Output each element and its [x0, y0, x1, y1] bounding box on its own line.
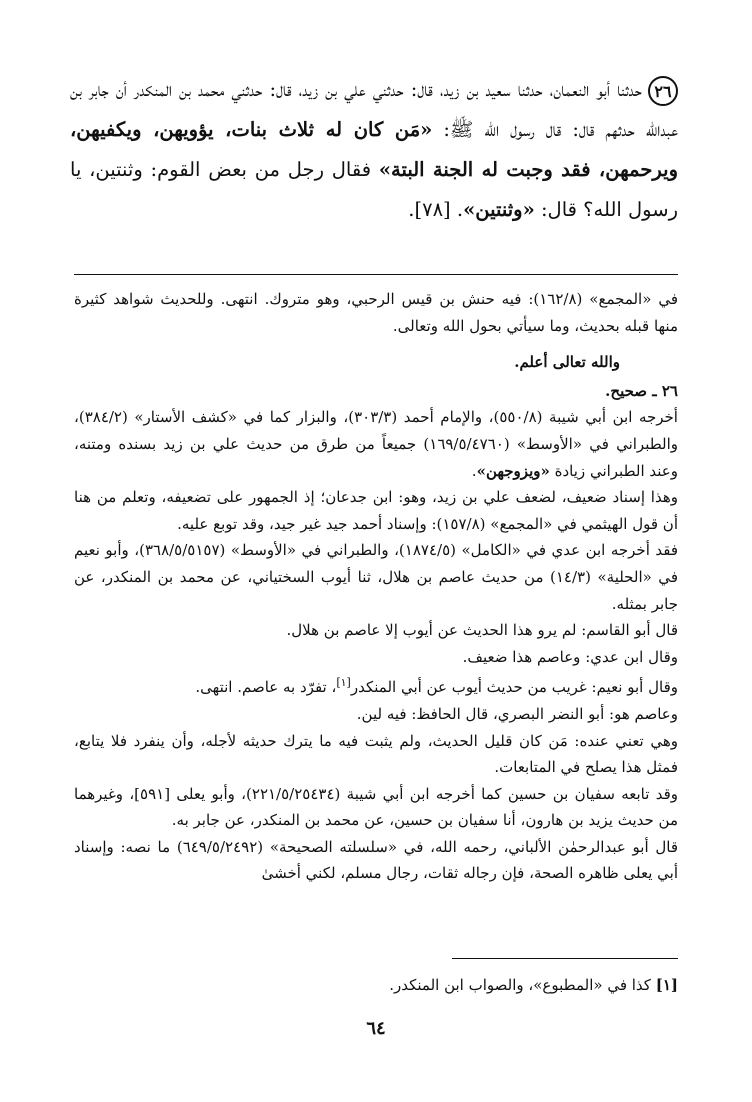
note-paragraph-6 [74, 670, 678, 701]
note-text: ، تفرّد به عاصم. انتهى. [195, 678, 337, 697]
note-closing: والله تعالى أعلم. [514, 353, 620, 372]
note-text: أخرجه ابن أبي شيبة (٥٥٠/٨)، والإمام أحمد (٣٠٣/٣)، والبزار كما في «كشف الأستار» (٣٨٤/٢)، والطبراني في «الأوسط» (١٦٩/٥/٤٧٦٠) جميعاً من طرق من حديث علي بن زيد بسنده ومتنه، وعند الطبراني زيادة [74, 408, 679, 480]
note-carryover: في «المجمع» (١٦٢/٨): فيه حنش بن قيس الرحبي، وهو متروك. انتهى. وللحديث شواهد كثيرة منها قبله بحديث، وما سيأتي بحول الله وتعالى. [74, 290, 678, 335]
note-bold-addition: «ويزوجهن» [476, 461, 550, 480]
prophet-quote: «مَن كان له ثلاث بنات، يؤويهن، ويكفيهن، ويرحمهن، فقد وجبت له الجنة البتة» [70, 118, 678, 181]
note-paragraph-9: وقد تابعه سفيان بن حسين كما أخرجه ابن أبي شيبة (٢٢١/٥/٢٥٤٣٤)، وأبو يعلى [٥٩١]، وغيرهما من حديث يزيد بن هارون، أنا سفيان بن حسين، عن محمد بن المنكدر، عن جابر به. [74, 784, 678, 830]
footnote-text: كذا في «المطبوع»، والصواب ابن المنكدر. [389, 976, 656, 994]
hadith-ref: . [٧٨]. [408, 198, 464, 221]
hadith-mid: فقال رجل من بعض القوم: وثنتين، يا رسول الله؟ قال: [70, 158, 678, 221]
note-paragraph-7: وعاصم هو: أبو النضر البصري، قال الحافظ: فيه لين. [356, 704, 678, 723]
hadith-chain: حدثنا أبو النعمان، حدثنا سعيد بن زيد، قال: حدثني علي بن زيد، قال: حدثني محمد بن المنكدر أن جابر بن عبدالله حدثهم قال: قال رسول الله ﷺ: [70, 78, 678, 141]
note-paragraph-5: وقال ابن عدي: وعاصم هذا ضعيف. [462, 647, 678, 666]
section-divider [74, 274, 678, 275]
hadith-text [70, 70, 678, 230]
note-paragraph-1 [74, 404, 678, 484]
note-paragraph-4: قال أبو القاسم: لم يرو هذا الحديث عن أيوب إلا عاصم بن هلال. [286, 621, 678, 640]
page-number: ٦٤ [366, 1018, 386, 1039]
note-paragraph-8: وهي تعني عنده: مَن كان قليل الحديث، ولم يثبت فيه ما يترك حديثه لأجله، وأن ينفرد فلا يتابع، فمثل هذا يصلح في المتابعات. [74, 731, 678, 777]
grade-label: ٢٦ ـ صحيح. [605, 381, 678, 400]
footnote-divider [452, 958, 678, 959]
note-text: . [471, 461, 477, 480]
note-paragraph-10: قال أبو عبدالرحمٰن الألباني، رحمه الله، في «سلسلته الصحيحة» (٦٤٩/٥/٢٤٩٢) ما نصه: وإسناد أبي يعلى ظاهره الصحة، فإن رجاله ثقات، رجال مسلم، لكني أخشىٰ [74, 837, 679, 883]
note-text: وقال أبو نعيم: غريب من حديث أيوب عن أبي المنكدر [350, 678, 678, 697]
note-paragraph-2: وهذا إسناد ضعيف، لضعف علي بن زيد، وهو: ابن جدعان؛ إذ الجمهور على تضعيفه، وتعلم من هنا أن قول الهيثمي في «المجمع» (١٥٧/٨): وإسناد أحمد جيد غير جيد، وقد توبع عليه. [74, 488, 678, 533]
prophet-reply: «وثنتين» [463, 198, 535, 221]
footnote [74, 972, 678, 998]
commentary [74, 286, 678, 887]
note-paragraph-3: فقد أخرجه ابن عدي في «الكامل» (١٨٧٤/٥)، والطبراني في «الأوسط» (٣٦٨/٥/٥١٥٧)، وأبو نعيم في «الحلية» (١٤/٣) من حديث عاصم بن هلال، ثنا أيوب السختياني، عن محمد بن المنكدر، عن جابر بمثله. [74, 541, 678, 613]
footnote-mark: [١] [655, 976, 678, 994]
hadith-number-badge: ٢٦ [648, 76, 678, 106]
hadith-paragraph [70, 70, 678, 230]
footnote-reference[interactable]: [١] [336, 676, 351, 690]
